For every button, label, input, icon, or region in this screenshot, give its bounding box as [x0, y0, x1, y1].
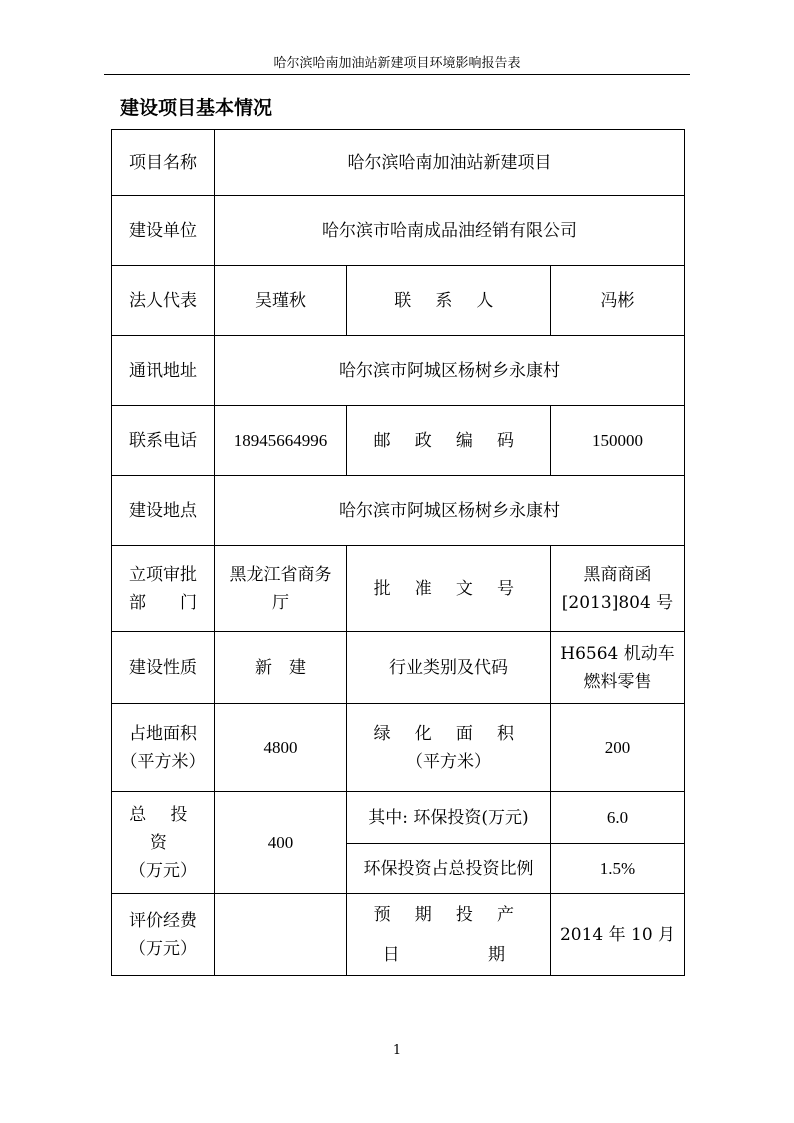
contact-value: 冯彬	[551, 266, 685, 336]
nature-value: 新 建	[215, 632, 347, 704]
production-date-label	[347, 894, 551, 976]
area-label	[112, 704, 215, 792]
eval-fee-label	[112, 894, 215, 976]
unit-label: 建设单位	[112, 196, 215, 266]
approval-doc-value	[551, 546, 685, 632]
invest-label-line-1: 总 投 资	[129, 804, 197, 853]
area-label-line-1: 占地面积	[129, 723, 197, 744]
approval-dept-label-line-2: 部 门	[129, 592, 197, 613]
address-value: 哈尔滨市阿城区杨树乡永康村	[215, 336, 685, 406]
project-info-table	[111, 129, 685, 976]
contact-label-text: 联 系 人	[394, 290, 503, 311]
env-invest-label: 其中: 环保投资(万元)	[347, 792, 551, 844]
phone-value: 18945664996	[215, 406, 347, 476]
table-row	[112, 894, 685, 976]
table-row	[112, 196, 685, 266]
table-row	[112, 792, 685, 844]
area-value: 4800	[215, 704, 347, 792]
env-ratio-value: 1.5%	[551, 844, 685, 894]
green-label-line-1: 绿 化 面 积	[373, 723, 524, 744]
env-invest-value: 6.0	[551, 792, 685, 844]
industry-value-line-1: H6564 机动车	[560, 643, 675, 664]
project-name-value: 哈尔滨哈南加油站新建项目	[215, 130, 685, 196]
industry-value	[551, 632, 685, 704]
production-date-label-line-2: 日 期	[382, 944, 515, 965]
header-divider	[104, 74, 690, 75]
approval-doc-label	[347, 546, 551, 632]
area-label-line-2: （平方米）	[120, 751, 206, 772]
green-value: 200	[551, 704, 685, 792]
env-ratio-label: 环保投资占总投资比例	[347, 844, 551, 894]
eval-fee-value	[215, 894, 347, 976]
legal-rep-label: 法人代表	[112, 266, 215, 336]
approval-doc-value-line-1: 黑商商函	[583, 564, 652, 585]
table-row	[112, 704, 685, 792]
approval-dept-label	[112, 546, 215, 632]
postcode-value: 150000	[551, 406, 685, 476]
nature-label: 建设性质	[112, 632, 215, 704]
approval-dept-value-line-1: 黑龙江省商务	[229, 564, 332, 585]
site-label: 建设地点	[112, 476, 215, 546]
green-label-line-2: （平方米）	[406, 751, 491, 772]
production-date-label-line-1: 预 期 投 产	[373, 904, 524, 925]
table-row	[112, 632, 685, 704]
industry-label: 行业类别及代码	[347, 632, 551, 704]
production-date-value: 2014 年 10 月	[551, 894, 685, 976]
contact-label	[347, 266, 551, 336]
approval-doc-value-line-2: [2013]804 号	[561, 592, 674, 613]
section-title: 建设项目基本情况	[120, 97, 273, 119]
legal-rep-value: 吴瑾秋	[215, 266, 347, 336]
postcode-label	[347, 406, 551, 476]
approval-doc-label-text: 批 准 文 号	[373, 578, 524, 599]
eval-fee-label-line-1: 评价经费	[129, 910, 197, 931]
invest-label-line-2: （万元）	[129, 860, 197, 881]
industry-value-line-2: 燃料零售	[583, 671, 652, 692]
page-header-title: 哈尔滨哈南加油站新建项目环境影响报告表	[273, 56, 521, 71]
table-row	[112, 130, 685, 196]
approval-dept-value	[215, 546, 347, 632]
approval-dept-value-line-2: 厅	[272, 592, 289, 613]
project-name-label: 项目名称	[112, 130, 215, 196]
green-label	[347, 704, 551, 792]
unit-value: 哈尔滨市哈南成品油经销有限公司	[215, 196, 685, 266]
invest-label	[112, 792, 215, 894]
table-row	[112, 406, 685, 476]
page-number: 1	[392, 1043, 402, 1058]
site-value: 哈尔滨市阿城区杨树乡永康村	[215, 476, 685, 546]
phone-label: 联系电话	[112, 406, 215, 476]
table-row	[112, 476, 685, 546]
approval-dept-label-line-1: 立项审批	[129, 564, 197, 585]
invest-value: 400	[215, 792, 347, 894]
address-label: 通讯地址	[112, 336, 215, 406]
table-row	[112, 546, 685, 632]
eval-fee-label-line-2: （万元）	[129, 938, 197, 959]
table-row	[112, 266, 685, 336]
table-row	[112, 336, 685, 406]
postcode-label-text: 邮 政 编 码	[373, 430, 524, 451]
